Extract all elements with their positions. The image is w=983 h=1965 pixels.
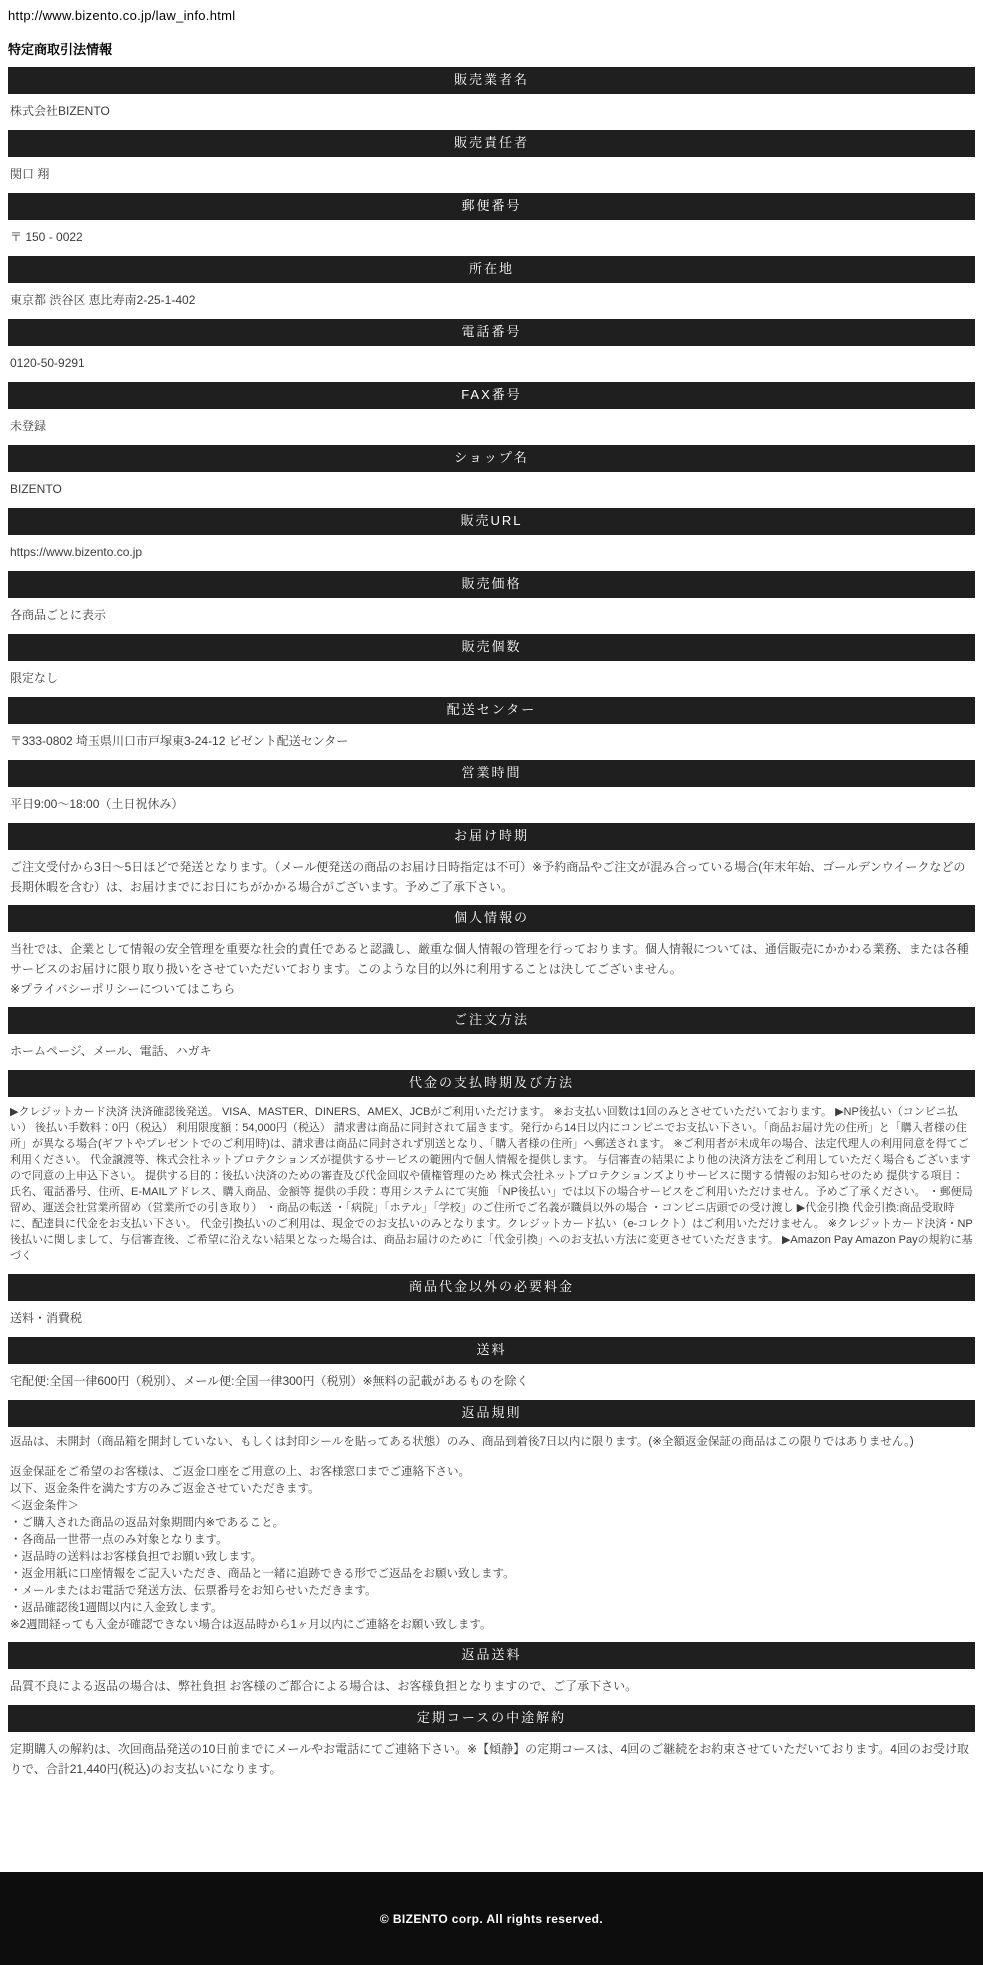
section-sales-url xyxy=(8,508,975,571)
section-line: 以下、返金条件を満たす方のみご返金させていただきます。 xyxy=(10,1483,320,1495)
section-delivery-time xyxy=(8,823,975,905)
section-line: BIZENTO xyxy=(10,482,62,496)
section-content xyxy=(8,724,975,760)
section-line: ＜返金条件＞ xyxy=(10,1500,79,1512)
section-line: ・ご購入された商品の返品対象期間内※であること。 xyxy=(10,1517,285,1529)
section-content xyxy=(8,661,975,697)
section-header: 送料 xyxy=(8,1337,975,1364)
section-header: 配送センター xyxy=(8,697,975,724)
section-content xyxy=(8,1732,975,1787)
section-line: 東京都 渋谷区 恵比寿南2-25-1-402 xyxy=(10,293,196,307)
copyright-text: © BIZENTO corp. All rights reserved. xyxy=(379,1911,604,1926)
section-content xyxy=(8,850,975,905)
section-line: 0120-50-9291 xyxy=(10,356,85,370)
section-header: お届け時期 xyxy=(8,823,975,850)
section-header: 所在地 xyxy=(8,256,975,283)
section-line: 株式会社BIZENTO xyxy=(10,104,110,118)
section-content xyxy=(8,472,975,508)
section-line: ▶クレジットカード決済 決済確認後発送。 VISA、MASTER、DINERS、AMEX、JCBがご利用いただけます。 ※お支払い回数は1回のみとさせていただいております。 ▶NP後払い（コンビニ払い） 後払い手数料：0円（税込） 利用限度額：54,000円（税込） 請求書は商品に同封されて届きます。発行から14日以内にコンビニでお支払い下さい。「商品お届け先の住所」と「購入者様の住所」が異なる場合(ギフトやプレゼントでのご利用時)は、請求書は商品に同封されず別送となり、「購入者様の住所」へ郵送されます。 ※ご利用者が未成年の場合、法定代理人の利用同意を得てご利用ください。 代金譲渡等、株式会社ネットプロテクションズが提供するサービスの範囲内で個人情報を提供します。 与信審査の結果により他の決済方法をご利用していただく場合もございますので同意の上申込下さい。 提供する目的：後払い決済のための審査及び代金回収や債権管理のため 株式会社ネットプロテクションズよりサービスに関する情報のお知らせのため 提供する項目：氏名、電話番号、住所、E-MAILアドレス、購入商品、金額等 提供の手段：専用システムにて実施 「NP後払い」では以下の場合サービスをご利用いただけません。予めご了承ください。 ・郵便局留め、運送会社営業所留め（営業所での引き取り） ・商品の転送 ・「病院」「ホテル」「学校」のご住所でご名義が職員以外の場合 ・コンビニ店頭での受け渡し ▶代金引換 代金引換:商品受取時に、配達員に代金をお支払い下さい。 代金引換払いのご利用は、現金でのお支払いのみとなります。クレジットカード払い（e-コレクト）はご利用いただけません。 ※クレジットカード決済・NP後払いに関しまして、与信審査後、ご希望に沿えない結果となった場合は、商品お届けのために「代金引換」へのお支払い方法に変更させていただきます。 ▶Amazon Pay Amazon Payの規約に基づく xyxy=(10,1106,973,1262)
section-content xyxy=(8,1669,975,1705)
section-shipping-fee xyxy=(8,1337,975,1400)
section-line: ・返品確認後1週間以内に入金致します。 xyxy=(10,1602,223,1614)
section-line: 限定なし xyxy=(10,671,59,685)
section-line: ※プライバシーポリシーについてはこちら xyxy=(10,982,236,996)
section-line xyxy=(10,1451,973,1464)
section-content xyxy=(8,535,975,571)
section-line: 関口 翔 xyxy=(10,167,50,181)
section-line: ホームページ、メール、電話、ハガキ xyxy=(10,1044,212,1058)
page-title: 特定商取引法情報 xyxy=(8,42,113,57)
section-header: 代金の支払時期及び方法 xyxy=(8,1070,975,1097)
section-return-rules xyxy=(8,1400,975,1642)
section-header: 販売価格 xyxy=(8,571,975,598)
section-line: 定期購入の解約は、次回商品発送の10日前までにメールやお電話にてご連絡下さい。※【傾静】の定期コースは、4回のご継続をお約束させていただいております。4回のお受け取りで、合計21,440円(税込)のお支払いになります。 xyxy=(10,1742,969,1776)
section-header: FAX番号 xyxy=(8,382,975,409)
section-line: 宅配便:全国一律600円（税別）、メール便:全国一律300円（税別）※無料の記載があるものを除く xyxy=(10,1374,529,1388)
page-footer xyxy=(0,1872,983,1965)
section-content xyxy=(8,157,975,193)
section-extra-fees xyxy=(8,1274,975,1337)
section-content xyxy=(8,1034,975,1070)
section-line: 返金保証をご希望のお客様は、ご返金口座をご用意の上、お客様窓口までご連絡下さい。 xyxy=(10,1466,470,1478)
section-line: 未登録 xyxy=(10,419,47,433)
section-line: 品質不良による返品の場合は、弊社負担 お客様のご都合による場合は、お客様負担となりますので、ご了承下さい。 xyxy=(10,1679,638,1693)
section-header: 販売個数 xyxy=(8,634,975,661)
section-business-hours xyxy=(8,760,975,823)
sections-list xyxy=(8,67,975,1787)
section-line: 各商品ごとに表示 xyxy=(10,608,107,622)
section-header: 営業時間 xyxy=(8,760,975,787)
section-header: 販売責任者 xyxy=(8,130,975,157)
section-content xyxy=(8,932,975,1007)
section-line: ※2週間経っても入金が確認できない場合は返品時から1ヶ月以内にご連絡をお願い致します。 xyxy=(10,1619,492,1631)
section-sales-manager xyxy=(8,130,975,193)
section-header: 電話番号 xyxy=(8,319,975,346)
section-header: ご注文方法 xyxy=(8,1007,975,1034)
section-line: 返品は、未開封（商品箱を開封していない、もしくは封印シールを貼ってある状態）のみ、商品到着後7日以内に限ります。(※全額返金保証の商品はこの限りではありません。) xyxy=(10,1436,914,1448)
section-order-methods xyxy=(8,1007,975,1070)
section-content xyxy=(8,1427,975,1642)
section-address xyxy=(8,256,975,319)
section-subscription-cancel xyxy=(8,1705,975,1787)
page-url-text: http://www.bizento.co.jp/law_info.html xyxy=(8,8,236,23)
section-line: 当社では、企業として情報の安全管理を重要な社会的責任であると認識し、厳重な個人情報の管理を行っております。個人情報については、通信販売にかかわる業務、または各種サービスのお届けに限り取り扱いをさせていただいております。このような目的以外に利用することは決してございません。 xyxy=(10,942,969,976)
section-fax-number xyxy=(8,382,975,445)
section-content xyxy=(8,598,975,634)
section-shop-name xyxy=(8,445,975,508)
section-content xyxy=(8,787,975,823)
section-header: 郵便番号 xyxy=(8,193,975,220)
section-header: 商品代金以外の必要料金 xyxy=(8,1274,975,1301)
section-header: 個人情報の xyxy=(8,905,975,932)
section-content xyxy=(8,220,975,256)
section-seller-name xyxy=(8,67,975,130)
section-content xyxy=(8,1097,975,1274)
section-header: 販売URL xyxy=(8,508,975,535)
section-line: 平日9:00〜18:00（土日祝休み） xyxy=(10,797,184,811)
section-line: ・メールまたはお電話で発送方法、伝票番号をお知らせいただきます。 xyxy=(10,1585,377,1597)
section-line: ・返金用紙に口座情報をご記入いただき、商品と一緒に追跡できる形でご返品をお願い致します。 xyxy=(10,1568,515,1580)
section-content xyxy=(8,409,975,445)
section-postal-code xyxy=(8,193,975,256)
section-personal-info xyxy=(8,905,975,1007)
section-content xyxy=(8,1301,975,1337)
section-line: 〒 150 - 0022 xyxy=(10,230,83,244)
section-line: 送料・消費税 xyxy=(10,1311,83,1325)
section-header: 販売業者名 xyxy=(8,67,975,94)
section-header: 定期コースの中途解約 xyxy=(8,1705,975,1732)
section-header: ショップ名 xyxy=(8,445,975,472)
section-content xyxy=(8,94,975,130)
section-payment-methods xyxy=(8,1070,975,1274)
section-header: 返品送料 xyxy=(8,1642,975,1669)
section-line: ・各商品一世帯一点のみ対象となります。 xyxy=(10,1534,228,1546)
section-phone-number xyxy=(8,319,975,382)
section-line: ・返品時の送料はお客様負担でお願い致します。 xyxy=(10,1551,263,1563)
section-line: ご注文受付から3日〜5日ほどで発送となります。（メール便発送の商品のお届け日時指定は不可）※予約商品やご注文が混み合っている場合(年末年始、ゴールデンウイークなどの長期休暇を含む）は、お届けまでにお日にちがかかる場合がございます。予めご了承下さい。 xyxy=(10,860,966,894)
section-line: 〒333-0802 埼玉県川口市戸塚東3-24-12 ビゼント配送センター xyxy=(10,734,349,748)
section-line: https://www.bizento.co.jp xyxy=(10,545,143,559)
section-content xyxy=(8,283,975,319)
section-content xyxy=(8,1364,975,1400)
section-return-shipping-fee xyxy=(8,1642,975,1705)
section-sales-quantity xyxy=(8,634,975,697)
section-header: 返品規則 xyxy=(8,1400,975,1427)
section-delivery-center xyxy=(8,697,975,760)
section-sales-price xyxy=(8,571,975,634)
section-content xyxy=(8,346,975,382)
